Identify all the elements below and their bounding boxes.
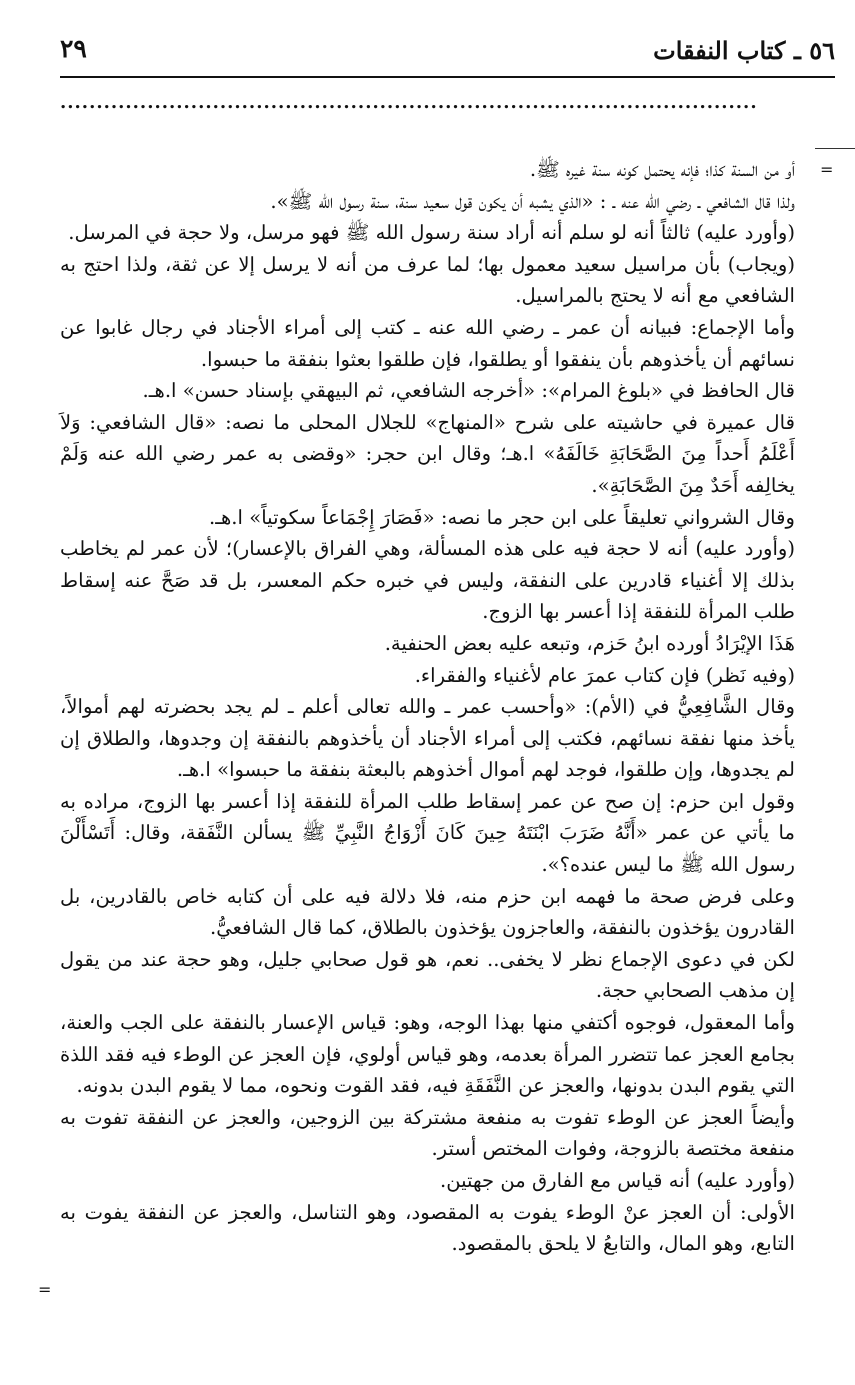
dotted-separator: ................................................................................................ [60,92,758,113]
paragraph: (وفيه نَظر) فإن كتاب عمرَ عام لأغنياء والفقراء. [414,663,795,687]
running-title: ٥٦ ـ كتاب النفقات [653,36,835,65]
paragraph: وأما المعقول، فوجوه أكتفي منها بهذا الوجه، وهو: قياس الإعسار بالنفقة على الجب والعنة، بجامع العجز عما تتضرر المرأة بعدمه، وهو قياس أولوي، فإن العجز عن الوطء فيه فقد اللذة التي يقوم البدن بدونها، والعجز عن النَّفَقَةِ فيه، فقد القوت ونحوه، مما لا يقوم البدن بدونه. [60,1011,795,1098]
paragraph: الأولى: أن العجز عنْ الوطء يفوت به المقصود، وهو التناسل، والعجز عن النفقة يفوت به التابع، وهو المال، والتابعُ لا يلحق بالمقصود. [60,1200,795,1256]
paragraph: (ويجاب) بأن مراسيل سعيد معمول بها؛ لما عرف من أنه لا يرسل إلا عن ثقة، ولذا احتج به الشافعي مع أنه لا يحتج بالمراسيل. [60,252,795,308]
body-text [60,154,795,1260]
paragraph: أو من السنة كذا؛ فإنه يحتمل كونه سنة غيره ﷺ. [529,158,795,181]
paragraph: (وأورد عليه) أنه لا حجة فيه على هذه المسألة، وهي الفراق بالإعسار)؛ لأن عمر لم يخاطب بذلك إلا أغنياء قادرين على النفقة، وليس في خبره حكم المعسر، بل قد صَحَّ عنه إسقاط طلب المرأة للنفقة إذا أعسر بها الزوج. [60,537,795,624]
paragraph: وقول ابن حزم: إن صح عن عمر إسقاط طلب المرأة للنفقة إذا أعسر بها الزوج، مراده به ما يأتي عن عمر «أَنَّهُ ضَرَبَ ابْنَتَهُ حِينَ كَانَ أَزْوَاجُ النَّبِيِّ ﷺ يسألن النَّفَقة، وقال: أَتَسْأَلْنَ رسول الله ﷺ ما ليس عنده؟». [60,789,795,877]
paragraph: وأيضاً العجز عن الوطء تفوت به منفعة مشتركة بين الزوجين، والعجز عن النفقة تفوت به منفعة مختصة بالزوجة، وفوات المختص أستر. [60,1105,795,1161]
margin-mark-bottom: = [38,1280,52,1299]
paragraph: وأما الإجماع: فبيانه أن عمر ـ رضي الله عنه ـ كتب إلى أمراء الأجناد في رجال غابوا عن نسائهم أن يأخذوهم بأن ينفقوا أو يطلقوا، فإن طلقوا بعثوا بنفقة ما حبسوا. [60,315,795,371]
paragraph: وعلى فرض صحة ما فهمه ابن حزم منه، فلا دلالة فيه على أن كتابه خاص بالقادرين، بل القادرون يؤخذون بالنفقة، والعاجزون يؤخذون بالطلاق، كما قال الشافعيُّ. [60,884,795,940]
page-number: ٢٩ [60,34,87,63]
paragraph: قال الحافظ في «بلوغ المرام»: «أخرجه الشافعي، ثم البيهقي بإسناد حسن» ا.هـ. [142,379,795,403]
paragraph: وقال الشَّافِعِيُّ في (الأم): «وأحسب عمر ـ والله تعالى أعلم ـ لم يجد بحضرته لهم أموالاً، يأخذ منها نفقة نسائهم، فكتب إلى أمراء الأجناد أن يأخذوهم بالنفقة إن وجدوها، والطلاق إن لم يجدوها، وإن طلقوا، فوجد لهم أموال أخذوهم بالبعثة بنفقة ما حبسوا» ا.هـ. [60,695,795,782]
margin-mark-top: = [820,160,834,179]
paragraph: هَذَا الإيْرَادُ أورده ابنُ حَزم، وتبعه عليه بعض الحنفية. [384,631,795,655]
paragraph: (وأورد عليه) أنه قياس مع الفارق من جهتين. [439,1169,795,1192]
paragraph: وقال الشرواني تعليقاً على ابن حجر ما نصه: «فَصَارَ إِجْمَاعاً سكوتياً» ا.هـ. [209,505,795,529]
margin-line [815,148,855,149]
header-rule [60,76,835,78]
paragraph: لكن في دعوى الإجماع نظر لا يخفى.. نعم، هو قول صحابي جليل، وهو حجة عند من يقول إن مذهب الصحابي حجة. [60,947,795,1003]
paragraph: قال عميرة في حاشيته على شرح «المنهاج» للجلال المحلى ما نصه: «قال الشافعي: وَلاَ أَعْلَمُ أَحداً مِنَ الصَّحَابَةِ خَالَفَهُ» ا.هـ؛ وقال ابن حجر: «وقضى به عمر رضي الله عنه وَلَمْ يخالِفه أَحَدٌ مِنَ الصَّحَابَةِ». [60,410,795,497]
paragraph: ولذا قال الشافعي ـ رضي الله عنه ـ : «الذي يشبه أن يكون قول سعيد سنة، سنة رسول الله ﷺ». [270,189,795,213]
paragraph: (وأورد عليه) ثالثاً أنه لو سلم أنه أراد سنة رسول الله ﷺ فهو مرسل، ولا حجة في المرسل. [68,221,795,245]
page-header [60,32,835,76]
